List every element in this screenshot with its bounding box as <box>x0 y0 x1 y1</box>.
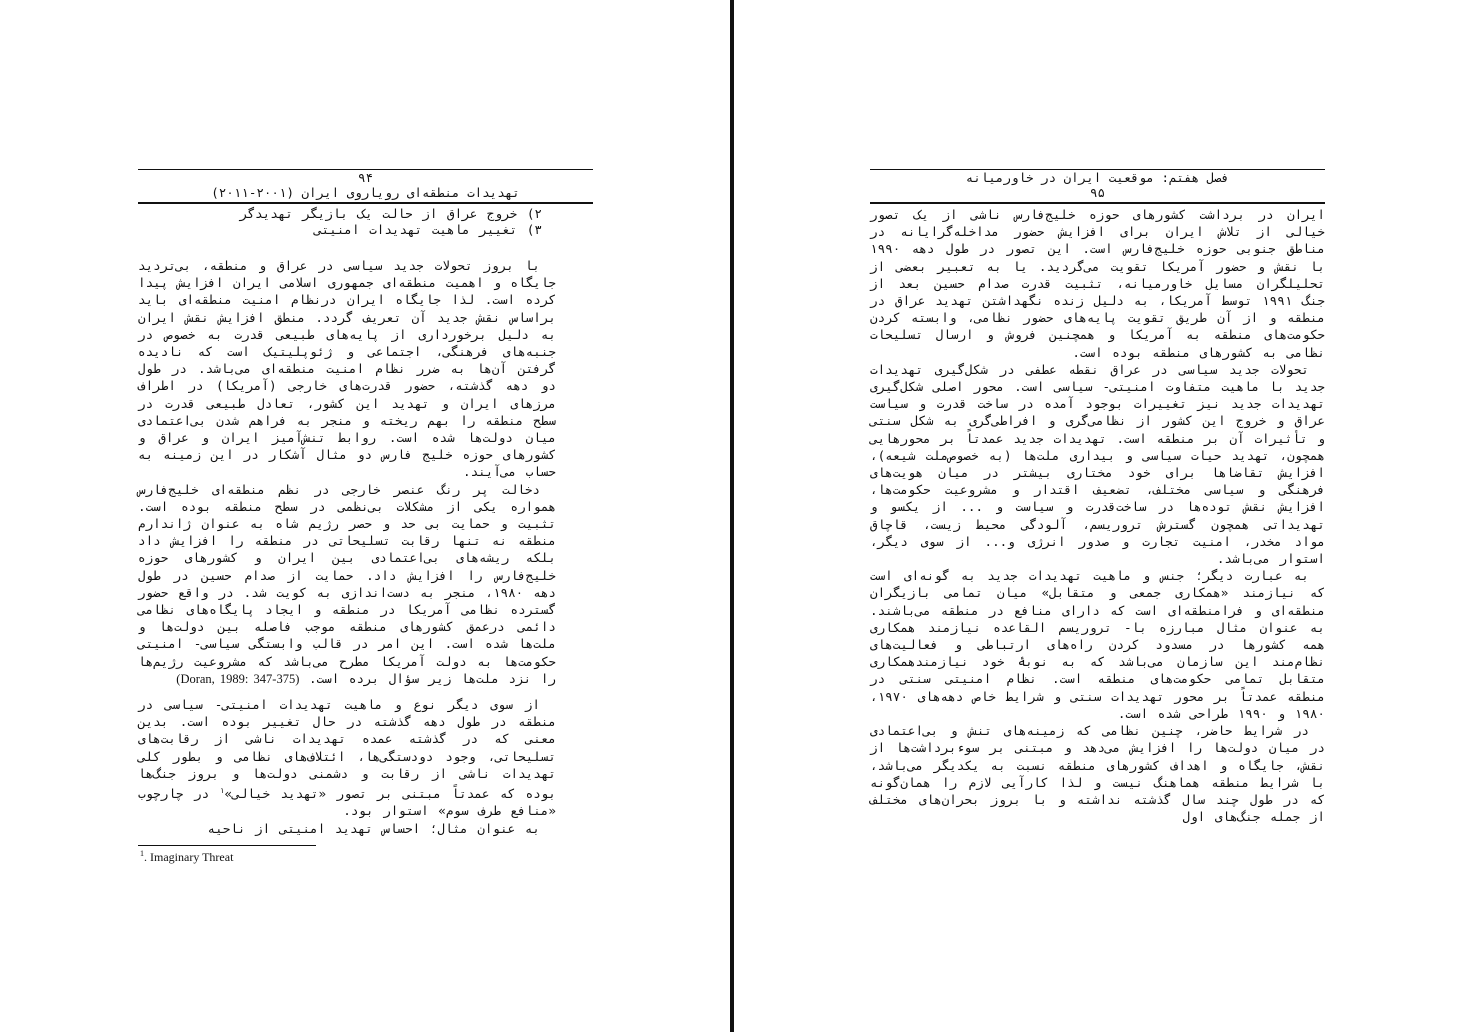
paragraph: به عبارت دیگر؛ جنس و ماهیت تهدیدات جدید به گونه‌ای است که نیازمند «همکاری جمعی و متقابل» میان تمامی بازیگران منطقه‌ای و فرامنطقه‌ای است که دارای منافع در منطقه می‌باشند. به عنوان مثال مبارزه با- تروریسم القاعده نیازمند همکاری همه کشورها در مسدود کردن راه‌های ارتباطی و فعالیت‌های نظام‌مند این سازمان می‌باشد که به نوبۀ خود نیازمندهمکاری متقابل تمامی حکومت‌های منطقه است. نظام امنیتی سنتی در منطقه عمدتاً بر محور تهدیدات سنتی و شرایط خاص دهه‌های ۱۹۷۰، ۱۹۸۰ و ۱۹۹۰ طراحی شده است. <box>870 568 1325 721</box>
right-body <box>870 206 1325 825</box>
paragraph-text: دخالت پر رنگ عنصر خارجی در نظم منطقه‌ای خلیج‌فارس همواره یکی از مشکلات بی‌نظمی در سطح منطقه بوده است. تثبیت و حمایت بی حد و حصر رژیم شاه به عنوان ژاندارم منطقه نه تنها رقابت تسلیحاتی در منطقه را افزایش داد بلکه ریشه‌های بی‌اعتمادی بین ایران و کشورهای حوزه خلیج‌فارس را افزایش داد. حمایت از صدام حسین در طول دهه ۱۹۸۰، منجر به دست‌اندازی به کویت شد. در واقع حضور گسترده نظامی آمریکا در منطقه و ایجاد پایگاه‌های نظامی دائمی درعمق کشورهای منطقه موجب فاصله بین دولت‌ها و ملت‌ها شده است. این امر در قالب وابستگی سیاسی- امنیتی حکومت‌ها به دولت آمریکا مطرح می‌باشد که مشروعیت رژیم‌ها را نزد ملت‌ها زیر سؤال برده است. <box>138 481 556 686</box>
footnote-text: . Imaginary Threat <box>144 850 234 864</box>
header-rule-bottom <box>138 202 593 204</box>
paragraph <box>138 481 556 688</box>
left-page <box>0 0 730 1032</box>
footnote-mark: ۱ <box>219 786 225 796</box>
footnote-number: 1 <box>140 849 144 858</box>
paragraph: با بروز تحولات جدید سیاسی در عراق و منطقه، بی‌تردید جایگاه و اهمیت منطقه‌ای جمهوری اسلامی ایران افزایش پیدا کرده است. لذا جایگاه ایران درنظام امنیت منطقه‌ای باید براساس نقش جدید آن تعریف گردد. منطق افزایش نقش ایران به دلیل برخورداری از پایه‌های طبیعی قدرت به خصوص در جنبه‌های فرهنگی، اجتماعی و ژئوپلیتیک است که نادیده گرفتن آن‌ها به ضرر نظام امنیت منطقه‌ای می‌باشد. در طول دو دهه گذشته، حضور قدرت‌های خارجی (آمریکا) در اطراف مرزهای ایران و تهدید این کشور، تعادل طبیعی قدرت در سطح منطقه را بهم ریخته و منجر به فراهم شدن بی‌اعتمادی میان دولت‌ها شده است. روابط تنش‌آمیز ایران و عراق و کشورهای حوزه خلیج فارس دو مثال آشکار در این زمینه به حساب می‌آیند. <box>138 258 556 480</box>
running-title: فصل هفتم: موقعیت ایران در خاورمیانه <box>965 170 1230 185</box>
page-number: ۹۵ <box>1089 185 1106 200</box>
header-rule-bottom <box>870 202 1325 204</box>
left-body <box>138 206 556 837</box>
page-number: ۹۴ <box>357 170 374 185</box>
paragraph-text: در چارچوب «منافع طرف سوم» استوار بود. <box>138 786 556 819</box>
paragraph <box>138 696 556 820</box>
paragraph: به عنوان مثال؛ احساس تهدید امنیتی از ناحیه <box>207 820 540 836</box>
footnote <box>140 849 233 865</box>
running-title: تهدیدات منطقه‌ای رویاروی ایران (۲۰۰۱-۲۰۱۱) <box>211 185 520 200</box>
paragraph: در شرایط حاضر، چنین نظامی که زمینه‌های تنش و بی‌اعتمادی در میان دولت‌ها را افزایش می‌دهد و مبتنی بر سوء‌برداشت‌ها از نقش، جایگاه و اهداف کشورهای منطقه نسبت به یکدیگر می‌باشد، با شرایط منطقه هماهنگ نیست و لذا کارآیی لازم را همان‌گونه که در طول چند سال گذشته نداشته و با بروز بحران‌های مختلف از جمله جنگ‌های اول <box>870 723 1325 825</box>
list-item: ۳) تغییر ماهیت تهدیدات امنیتی <box>314 222 542 237</box>
footnote-rule <box>138 845 316 846</box>
citation: (Doran, 1989: 347-375) <box>176 671 300 686</box>
paragraph-text: از سوی دیگر نوع و ماهیت تهدیدات امنیتی- سیاسی در منطقه در طول دهه گذشته در حال تغییر بوده است. بدین معنی که در گذشته عمده تهدیدات ناشی از رقابت‌های تسلیحاتی، وجود دودستگی‌ها، ائتلاف‌های نظامی و بطور کلی تهدیدات ناشی از رقابت و دشمنی دولت‌ها و بروز جنگ‌ها بوده که عمدتاً مبتنی بر تصور «تهدید خیالی» <box>138 697 556 802</box>
paragraph: تحولات جدید سیاسی در عراق نقطه عطفی در شکل‌گیری تهدیدات جدید با ماهیت متفاوت امنیتی- سیاسی است. محور اصلی شکل‌گیری تهدیدات جدید نیز تغییرات بوجود آمده در ساخت قدرت و سیاست عراق و خروج این کشور از نظامی‌گری و افراطی‌گری به شکل سنتی و تأثیرات آن بر منطقه است. تهدیدات جدید عمدتاً بر محورهایی همچون، تهدید حیات سیاسی و بیداری ملت‌ها (به خصوص‌ملت شیعه)، افزایش تقاضاها برای خود مختاری بیشتر در میان هویت‌های فرهنگی و سیاسی مختلف، تضعیف اقتدار و مشروعیت حکومت‌ها، افزایش نقش توده‌ها در ساخت‌قدرت و سیاست و ... از یکسو و تهدیداتی همچون گسترش تروریسم، آلودگی محیط زیست، قاچاق مواد مخدر، امنیت تجارت و صدور انرژی و... از سوی دیگر، استوار می‌باشد. <box>870 361 1325 567</box>
list-item: ۲) خروج عراق از حالت یک بازیگر تهدیدگر <box>239 206 542 221</box>
right-page <box>734 0 1462 1032</box>
paragraph: ایران در برداشت کشورهای حوزه خلیج‌فارس ناشی از یک تصور خیالی از تلاش ایران برای افزایش حضور مداخله‌گرایانه در مناطق جنوبی حوزه خلیج‌فارس است. این تصور در طول دهه ۱۹۹۰ با نقش و حضور آمریکا تقویت می‌گردید. یا به تعبیر بعضی از تحلیلگران مسایل خاورمیانه، تثبیت قدرت صدام حسین بعد از جنگ ۱۹۹۱ توسط آمریکا، به دلیل زنده نگهداشتن تهدید عراق در منطقه و از آن طریق تقویت پایه‌های حضور نظامی، وابسته کردن حکومت‌های منطقه به آمریکا و همچنین فروش و ارسال تسلیحات نظامی به کشورهای منطقه بوده است. <box>870 207 1325 360</box>
